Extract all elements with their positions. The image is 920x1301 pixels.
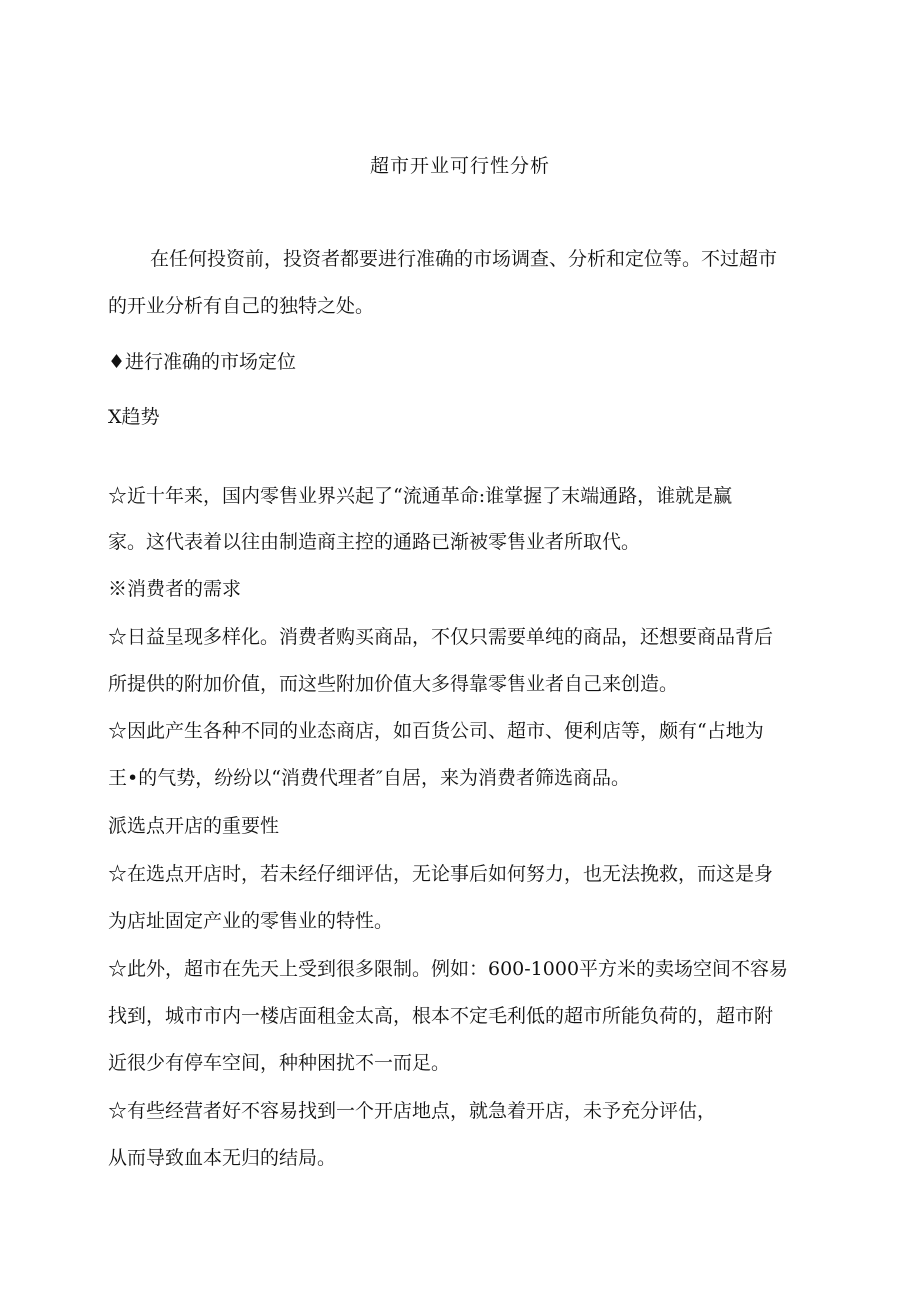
paragraph-trend-line-2: 家。这代表着以往由制造商主控的通路已渐被零售业者所取代。 [108, 531, 641, 553]
paragraph-needs-line-2: 所提供的附加价值，而这些附加价值大多得靠零售业者自己来创造。 [108, 673, 679, 695]
paragraph-limits-line-2: 找到，城市市内一楼店面租金太高，根本不定毛利低的超市所能负荷的，超市附 [108, 1005, 774, 1027]
heading-consumer-needs: ※消费者的需求 [108, 578, 242, 600]
paragraph-formats-line-1: ☆因此产生各种不同的业态商店，如百货公司、超市、便利店等，颇有“占地为 [108, 720, 764, 742]
paragraph-hasty-line-1: ☆有些经营者好不容易找到一个开店地点，就急着开店，未予充分评估， [108, 1100, 717, 1122]
paragraph-limits-line-1: ☆此外，超市在先天上受到很多限制。例如：600-1000平方米的卖场空间不容易 [108, 958, 789, 980]
paragraph-intro-line-2: 的开业分析有自己的独特之处。 [108, 295, 375, 317]
heading-site-selection: 派选点开店的重要性 [108, 815, 280, 837]
paragraph-site-line-2: 为店址固定产业的零售业的特性。 [108, 910, 394, 932]
paragraph-trend-line-1: ☆近十年来，国内零售业界兴起了“流通革命:谁掌握了末端通路，谁就是赢 [108, 485, 733, 507]
paragraph-needs-line-1: ☆日益呈现多样化。消费者购买商品，不仅只需要单纯的商品，还想要商品背后 [108, 626, 774, 648]
paragraph-formats-line-2: 王•的气势，纷纷以“消费代理者″自居，来为消费者筛选商品。 [108, 767, 631, 789]
paragraph-site-line-1: ☆在选点开店时，若未经仔细评估，无论事后如何努力，也无法挽救，而这是身 [108, 863, 774, 885]
paragraph-limits-line-3: 近很少有停车空间，种种困扰不一而足。 [108, 1052, 451, 1074]
heading-market-positioning: ♦进行准确的市场定位 [108, 351, 297, 373]
paragraph-hasty-line-2: 从而导致血本无归的结局。 [108, 1147, 337, 1169]
document-title: 超市开业可行性分析 [369, 155, 550, 177]
heading-trend: X趋势 [108, 406, 160, 428]
paragraph-intro-line-1: 在任何投资前，投资者都要进行准确的市场调查、分析和定位等。不过超市 [150, 248, 778, 270]
